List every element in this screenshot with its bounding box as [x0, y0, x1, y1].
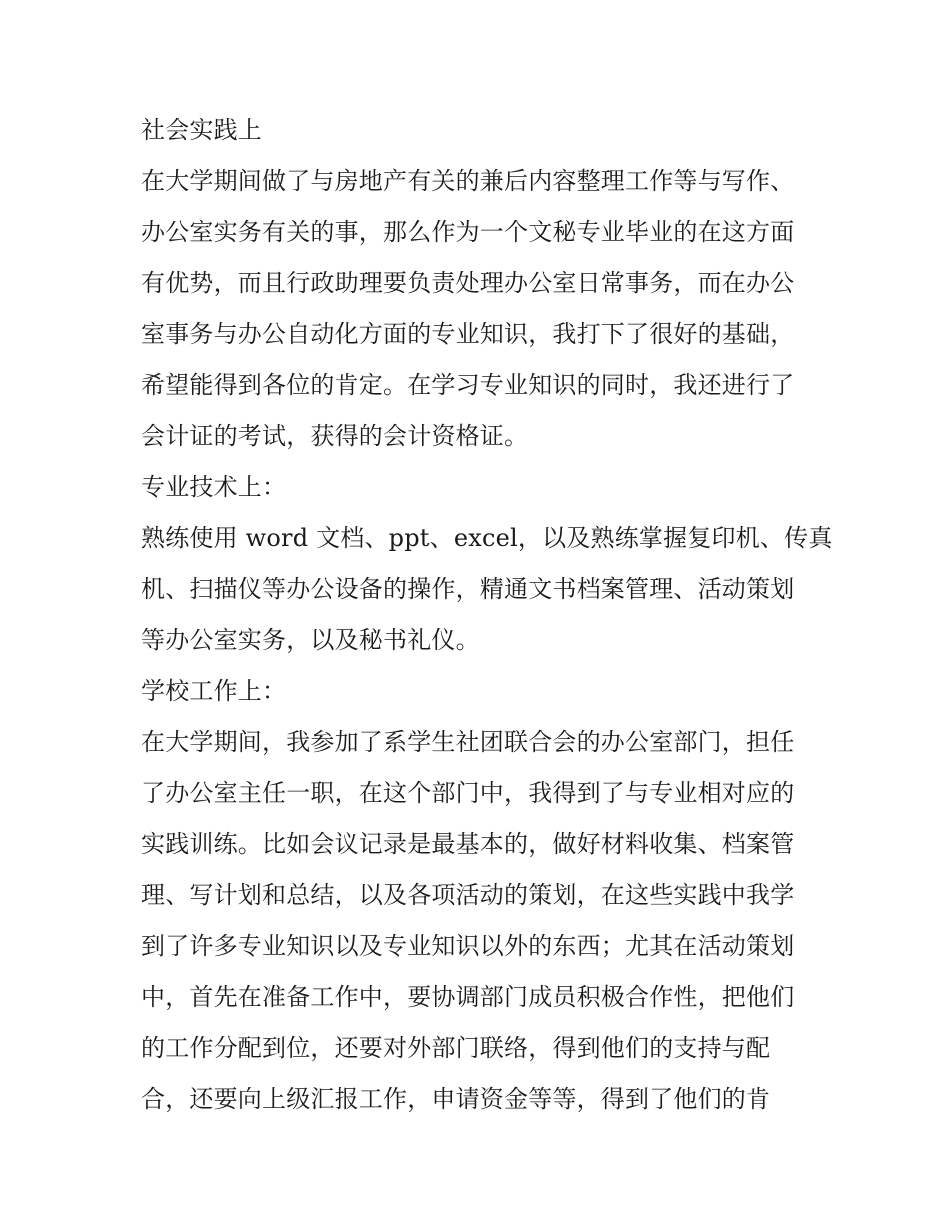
paragraph-line: 了办公室主任一职，在这个部门中，我得到了与专业相对应的	[141, 779, 795, 807]
heading-social-practice: 社会实践上	[141, 116, 262, 144]
paragraph-line: 会计证的考试，获得的会计资格证。	[141, 422, 529, 450]
paragraph-line: 希望能得到各位的肯定。在学习专业知识的同时，我还进行了	[141, 371, 795, 399]
paragraph-line: 室事务与办公自动化方面的专业知识，我打下了很好的基础，	[141, 320, 795, 348]
paragraph-line: 的工作分配到位，还要对外部门联络，得到他们的支持与配	[141, 1034, 771, 1062]
paragraph-line: 实践训练。比如会议记录是最基本的，做好材料收集、档案管	[141, 830, 795, 858]
paragraph-line: 在大学期间，我参加了系学生社团联合会的办公室部门，担任	[141, 728, 795, 756]
paragraph-line: 合，还要向上级汇报工作，申请资金等等，得到了他们的肯	[141, 1085, 771, 1113]
document-body	[141, 108, 833, 1128]
paragraph-line: 理、写计划和总结，以及各项活动的策划，在这些实践中我学	[141, 881, 795, 909]
paragraph-line: 熟练使用 word 文档、ppt、excel，以及熟练掌握复印机、传真	[141, 524, 833, 552]
heading-school-work: 学校工作上：	[141, 677, 287, 705]
paragraph-line: 到了许多专业知识以及专业知识以外的东西；尤其在活动策划	[141, 932, 795, 960]
paragraph-line: 等办公室实务，以及秘书礼仪。	[141, 626, 480, 654]
paragraph-line: 中，首先在准备工作中，要协调部门成员积极合作性，把他们	[141, 983, 795, 1011]
paragraph-line: 有优势，而且行政助理要负责处理办公室日常事务，而在办公	[141, 269, 795, 297]
paragraph-line: 办公室实务有关的事，那么作为一个文秘专业毕业的在这方面	[141, 218, 795, 246]
heading-professional-skills: 专业技术上：	[141, 473, 287, 501]
paragraph-line: 机、扫描仪等办公设备的操作，精通文书档案管理、活动策划	[141, 575, 795, 603]
paragraph-line: 在大学期间做了与房地产有关的兼后内容整理工作等与写作、	[141, 167, 795, 195]
